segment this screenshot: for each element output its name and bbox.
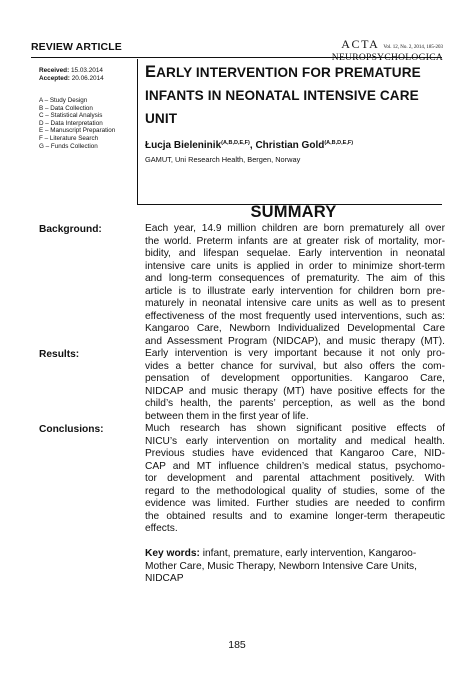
legend-item: C – Statistical Analysis xyxy=(39,112,103,120)
journal-name: ACTA xyxy=(341,37,380,51)
text-line: Much research has shown significant positive effects of xyxy=(145,423,445,434)
background-text xyxy=(145,223,445,348)
text-line: tor development and parental attachment positively. With xyxy=(145,473,445,484)
submission-dates xyxy=(39,67,104,83)
accepted-row xyxy=(39,75,104,83)
legend-item: A – Study Design xyxy=(39,97,88,104)
text-line: Kangaroo Care, Newborn Individualized Developmental Care xyxy=(145,323,445,334)
text-line: effects. xyxy=(145,523,178,534)
text-line: the world. Preterm infants are at greater risk of mortality, mor- xyxy=(145,235,445,247)
received-label: Received: xyxy=(39,67,70,74)
text-line: regard to the methodological quality of studies, some of the xyxy=(145,485,445,497)
header-rule xyxy=(31,57,442,58)
text-line: NICU’s early intervention on mortality and medical health. xyxy=(145,435,445,447)
text-line: and long-term consequences of prematurity. The aim of this xyxy=(145,273,445,284)
conclusions-label: Conclusions: xyxy=(39,424,104,435)
received-date: 15.03.2014 xyxy=(70,67,103,74)
summary-heading: SUMMARY xyxy=(250,203,337,221)
title-line xyxy=(145,84,445,107)
accepted-label: Accepted: xyxy=(39,75,70,83)
title-text: UNIT xyxy=(145,111,178,126)
conclusions-text xyxy=(145,423,445,536)
text-line: effectiveness of the most frequently used interventions, such as: xyxy=(145,310,445,322)
keywords-text: infant, premature, early intervention, Kangaroo- xyxy=(199,548,417,559)
journal-subtitle: NEUROPSYCHOLOGICA xyxy=(331,53,443,63)
results-text xyxy=(145,348,445,423)
keywords xyxy=(145,548,445,586)
text-line: intensive care units is applied in order to minimize short-term xyxy=(145,260,445,272)
text-line: NIDCAP and music therapy (MT) have positive effects for the xyxy=(145,385,445,397)
results-label: Results: xyxy=(39,349,80,360)
author-roles: (A,B,D,E,F) xyxy=(324,140,354,146)
legend-item: E – Manuscript Preparation xyxy=(39,127,116,135)
keywords-line: NIDCAP xyxy=(145,573,184,584)
background-label: Background: xyxy=(39,224,102,235)
text-line: Early intervention is very important because it not only pro- xyxy=(145,348,445,359)
title-line xyxy=(145,61,445,84)
legend-item: B – Data Collection xyxy=(39,104,93,112)
author-name: Łucja Bieleninik xyxy=(145,140,222,151)
title-initial: E xyxy=(145,63,157,81)
text-line: between them in the first year of life. xyxy=(145,410,309,422)
text-line: bidity, and lifespan sequelae. Early intervention in neonatal xyxy=(145,248,445,259)
accepted-date: 20.06.2014 xyxy=(71,75,104,83)
keywords-line xyxy=(145,548,445,561)
affiliation: GAMUT, Uni Research Health, Bergen, Norway xyxy=(145,155,301,164)
text-line: pensation of development opportunities. Kangaroo Care, xyxy=(145,373,445,384)
contribution-legend xyxy=(39,97,115,150)
author-name: Christian Gold xyxy=(255,140,325,151)
author-separator: , xyxy=(249,140,256,151)
author-roles: (A,B,D,E,F) xyxy=(221,140,250,146)
legend-item: G – Funds Collection xyxy=(39,142,98,150)
title-line xyxy=(145,107,445,130)
keywords-label: Key words: xyxy=(145,548,200,559)
journal-volume: Vol. 12, No. 2, 2014, 185-203 xyxy=(383,45,443,50)
text-line: the obtained results and to examine longer-term therapeutic xyxy=(145,510,445,522)
keywords-line: Mother Care, Music Therapy, Newborn Intensive Care Units, xyxy=(145,560,417,572)
title-text: INFANTS IN NEONATAL INTENSIVE CARE xyxy=(145,88,419,103)
text-line: vides a better chance for survival, but also offers the com- xyxy=(145,360,445,372)
text-line: evidence was limited. Further studies are needed to confirm xyxy=(145,498,445,509)
text-line: maturely in neonatal intensive care units as well as to present xyxy=(145,298,445,309)
text-line: Previous studies have evidenced that Kangaroo Care, NID- xyxy=(145,448,445,459)
text-line: CAP and MT influence children’s medical status, psychomo- xyxy=(145,460,445,472)
section-label: REVIEW ARTICLE xyxy=(31,41,122,53)
text-line: and Assessment Program (NIDCAP), and music therapy (MT). xyxy=(145,335,445,347)
page-number: 185 xyxy=(228,639,246,651)
text-line: Each year, 14.9 million children are born prematurely all over xyxy=(145,223,445,234)
author-list xyxy=(145,140,353,151)
text-line: child’s health, the parents’ perception, as well as the bond xyxy=(145,398,445,409)
title-text: ARLY INTERVENTION FOR PREMATURE xyxy=(156,65,421,80)
received-row xyxy=(39,67,104,75)
article-title xyxy=(145,61,445,130)
text-line: article is to illustrate early intervention for children born pre- xyxy=(145,285,445,297)
column-divider xyxy=(137,59,138,205)
legend-item: D – Data Interpretation xyxy=(39,119,103,127)
legend-item: F – Literature Search xyxy=(39,134,99,142)
